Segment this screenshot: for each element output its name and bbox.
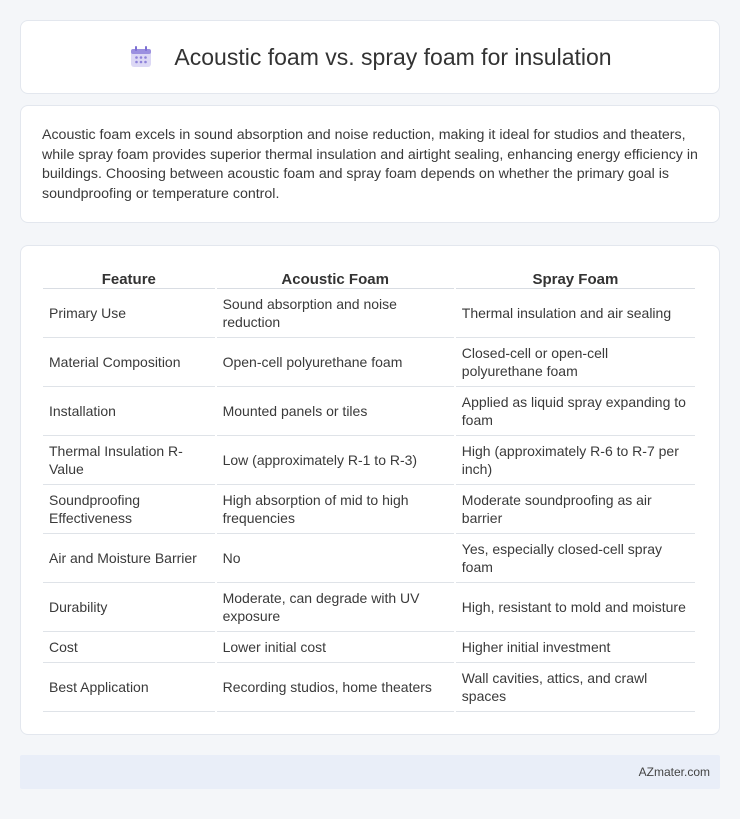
acoustic-cell: Lower initial cost <box>217 632 454 663</box>
header-spray-foam: Spray Foam <box>456 266 695 289</box>
table-row <box>43 387 695 436</box>
header-feature: Feature <box>43 266 215 289</box>
table-row <box>43 289 695 338</box>
title-card <box>20 20 720 94</box>
acoustic-cell: High absorption of mid to high frequencies <box>217 485 454 534</box>
spray-cell: Thermal insulation and air sealing <box>456 289 695 338</box>
table-row <box>43 338 695 387</box>
spray-cell: Wall cavities, attics, and crawl spaces <box>456 663 695 712</box>
feature-cell: Installation <box>43 387 215 436</box>
spray-cell: Applied as liquid spray expanding to foam <box>456 387 695 436</box>
feature-cell: Thermal Insulation R-Value <box>43 436 215 485</box>
acoustic-cell: Mounted panels or tiles <box>217 387 454 436</box>
acoustic-cell: Moderate, can degrade with UV exposure <box>217 583 454 632</box>
comparison-card <box>20 245 720 735</box>
table-row <box>43 583 695 632</box>
feature-cell: Primary Use <box>43 289 215 338</box>
acoustic-cell: Recording studios, home theaters <box>217 663 454 712</box>
table-row <box>43 632 695 663</box>
spray-cell: Yes, especially closed-cell spray foam <box>456 534 695 583</box>
table-row <box>43 663 695 712</box>
feature-cell: Cost <box>43 632 215 663</box>
footer <box>20 755 720 789</box>
intro-card <box>20 105 720 223</box>
table-header-row <box>43 266 695 289</box>
table-row <box>43 534 695 583</box>
table-row <box>43 485 695 534</box>
spray-cell: Moderate soundproofing as air barrier <box>456 485 695 534</box>
comparison-table <box>41 266 697 712</box>
page-title: Acoustic foam vs. spray foam for insulation <box>174 43 612 70</box>
header-acoustic-foam: Acoustic Foam <box>217 266 454 289</box>
spray-cell: High (approximately R-6 to R-7 per inch) <box>456 436 695 485</box>
intro-text: Acoustic foam excels in sound absorption and noise reduction, making it ideal for studios and theaters, while spray foam provides superior thermal insulation and airtight sealing, enhancing energy efficiency in buildings. Choosing between acoustic foam and spray foam depends on whether the primary goal is soundproofing or temperature control. <box>42 127 698 202</box>
feature-cell: Material Composition <box>43 338 215 387</box>
acoustic-cell: Open-cell polyurethane foam <box>217 338 454 387</box>
feature-cell: Durability <box>43 583 215 632</box>
spray-cell: Higher initial investment <box>456 632 695 663</box>
acoustic-cell: Sound absorption and noise reduction <box>217 289 454 338</box>
table-row <box>43 436 695 485</box>
acoustic-cell: Low (approximately R-1 to R-3) <box>217 436 454 485</box>
spray-cell: Closed-cell or open-cell polyurethane foam <box>456 338 695 387</box>
feature-cell: Soundproofing Effectiveness <box>43 485 215 534</box>
footer-brand[interactable]: AZmater.com <box>638 765 710 779</box>
spray-cell: High, resistant to mold and moisture <box>456 583 695 632</box>
acoustic-cell: No <box>217 534 454 583</box>
calendar-icon <box>128 44 154 70</box>
feature-cell: Air and Moisture Barrier <box>43 534 215 583</box>
feature-cell: Best Application <box>43 663 215 712</box>
